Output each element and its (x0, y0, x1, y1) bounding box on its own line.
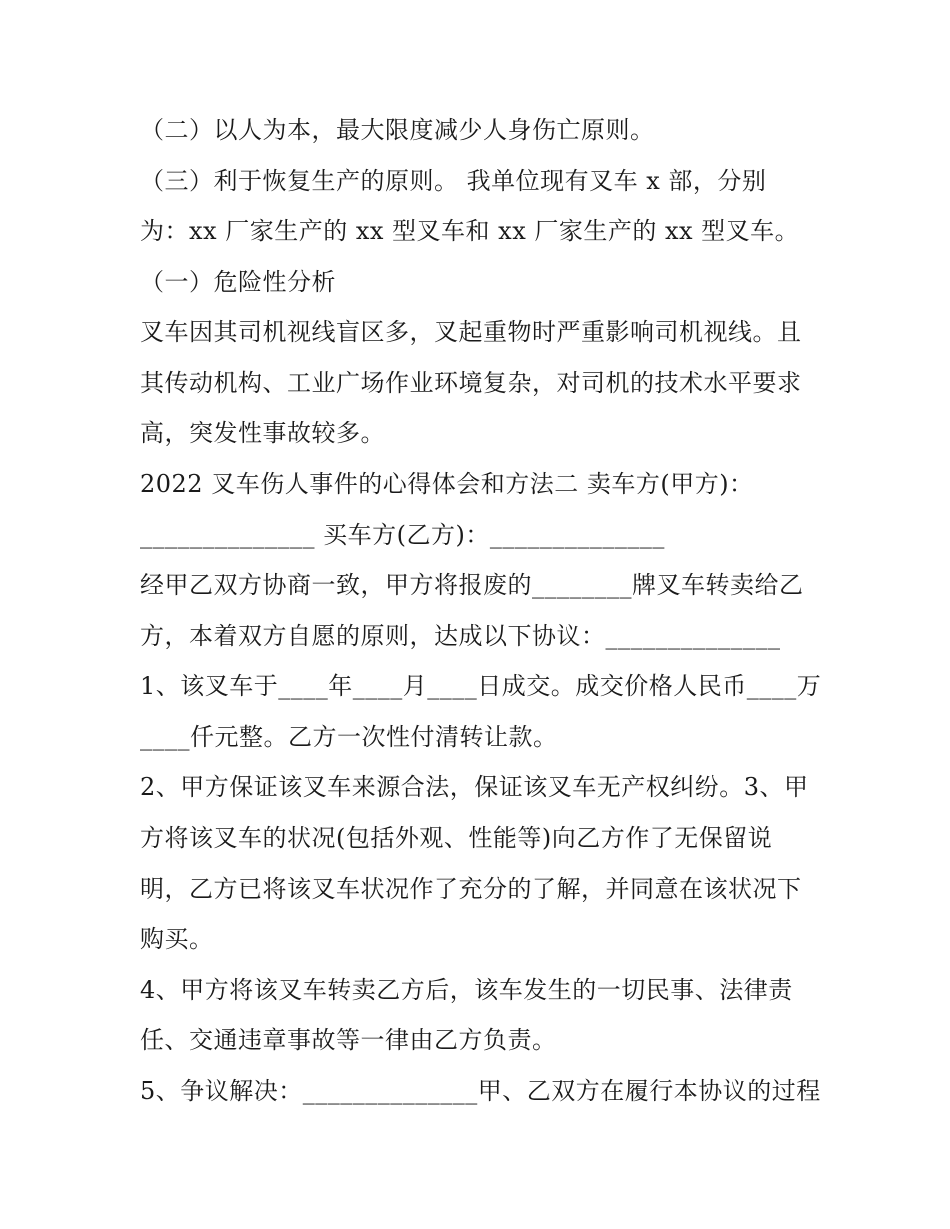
text-line: 5、争议解决：______________甲、乙双方在履行本协议的过程 (140, 1077, 821, 1105)
text-line: （一）危险性分析 (140, 268, 336, 296)
text-line: 明，乙方已将该叉车状况作了充分的了解，并同意在该状况下 (140, 875, 802, 903)
text-line: 为：xx 厂家生产的 xx 型叉车和 xx 厂家生产的 xx 型叉车。 (140, 217, 800, 245)
text-line: 1、该叉车于____年____月____日成交。成交价格人民币____万 (140, 672, 822, 700)
text-line: 叉车因其司机视线盲区多，叉起重物时严重影响司机视线。且 (140, 318, 802, 346)
text-line: 其传动机构、工业广场作业环境复杂，对司机的技术水平要求 (140, 369, 802, 397)
text-line: 高，突发性事故较多。 (140, 419, 385, 447)
text-line: （三）利于恢复生产的原则。 我单位现有叉车 x 部，分别 (140, 167, 767, 195)
text-line: 方，本着双方自愿的原则，达成以下协议：______________ (140, 622, 781, 650)
text-line: 任、交通违章事故等一律由乙方负责。 (140, 1026, 557, 1054)
text-line: 2022 叉车伤人事件的心得体会和方法二 卖车方(甲方)： (140, 470, 754, 498)
text-line: 4、甲方将该叉车转卖乙方后，该车发生的一切民事、法律责 (140, 976, 793, 1004)
text-line: 2、甲方保证该叉车来源合法，保证该叉车无产权纠纷。3、甲 (140, 773, 809, 801)
text-line: ______________ 买车方(乙方)：______________ (140, 521, 665, 549)
text-line: 方将该叉车的状况(包括外观、性能等)向乙方作了无保留说 (140, 824, 773, 852)
text-line: 经甲乙双方协商一致，甲方将报废的________牌叉车转卖给乙 (140, 571, 804, 599)
text-line: ____仟元整。乙方一次性付清转让款。 (140, 723, 558, 751)
text-line: （二）以人为本，最大限度减少人身伤亡原则。 (140, 116, 655, 144)
text-line: 购买。 (140, 925, 214, 953)
